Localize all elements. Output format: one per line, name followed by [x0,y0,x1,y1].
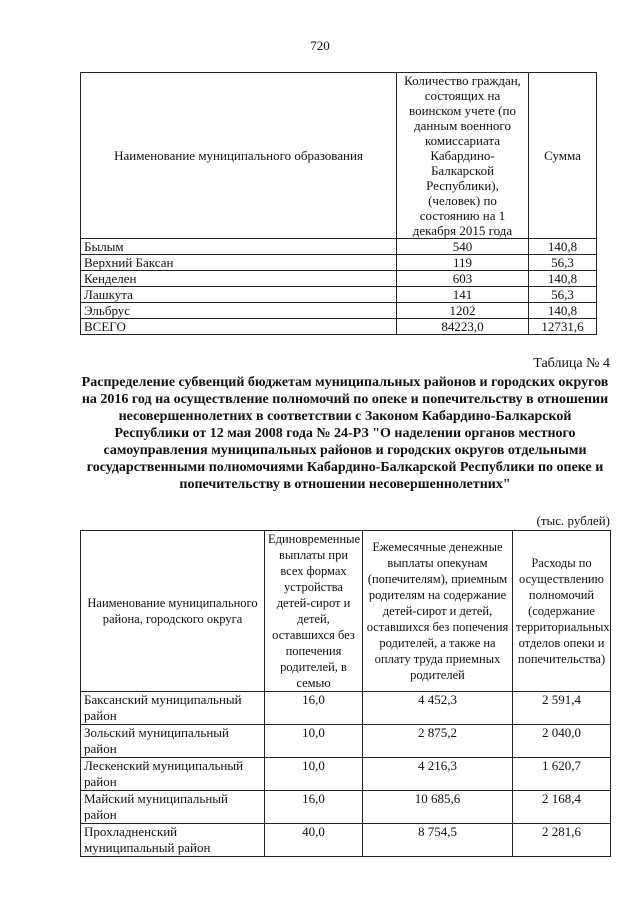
header-cell: Единовременные выплаты при всех формах устройства детей-сирот и детей, оставшихся без попечения родителей, в семью [265,531,363,692]
table-header-row [81,73,597,239]
header-cell: Наименование муниципального района, городского округа [81,531,265,692]
row-name-cell: Лескенский муниципальный район [81,758,265,791]
header-cell: Количество граждан, состоящих на воинском учете (по данным военного комиссариата Кабардино-Балкарской Республики), (человек) по состоянию на 1 декабря 2015 года [397,73,529,239]
value-cell: 140,8 [529,303,597,319]
value-cell: 10,0 [265,758,363,791]
value-cell: 56,3 [529,255,597,271]
row-name-cell: Эльбрус [81,303,397,319]
value-cell: 56,3 [529,287,597,303]
row-name-cell: Лашкута [81,287,397,303]
value-cell: 12731,6 [529,319,597,335]
row-name-cell: ВСЕГО [81,319,397,335]
value-cell: 603 [397,271,529,287]
row-name-cell: Прохладненский муниципальный район [81,824,265,857]
value-cell: 140,8 [529,271,597,287]
value-cell: 1 620,7 [513,758,611,791]
military-registration-table [80,72,597,335]
page-number: 720 [310,38,330,53]
value-cell: 4 452,3 [363,692,513,725]
value-cell: 84223,0 [397,319,529,335]
value-cell: 119 [397,255,529,271]
value-cell: 2 591,4 [513,692,611,725]
header-cell: Сумма [529,73,597,239]
table-row [81,758,611,791]
value-cell: 2 168,4 [513,791,611,824]
row-name-cell: Зольский муниципальный район [81,725,265,758]
value-cell: 2 040,0 [513,725,611,758]
subvention-table [80,530,611,857]
table-row [81,239,597,255]
value-cell: 2 281,6 [513,824,611,857]
value-cell: 10 685,6 [363,791,513,824]
value-cell: 40,0 [265,824,363,857]
table-title: Распределение субвенций бюджетам муниципальных районов и городских округов на 2016 год на осуществление полномочий по опеке и попечительству в отношении несовершеннолетних в соответствии с Законом Кабардино-Балкарской Республики от 12 мая 2008 года № 24-РЗ "О наделении органов местного самоуправления муниципальных районов и городских округов отдельными государственными полномочиями Кабардино-Балкарской Республики по опеке и попечительству в отношении несовершеннолетних" [81,375,609,492]
value-cell: 140,8 [529,239,597,255]
table-row [81,255,597,271]
units-label: (тыс. рублей) [536,513,610,528]
row-name-cell: Майский муниципальный район [81,791,265,824]
header-cell: Ежемесячные денежные выплаты опекунам (попечителям), приемным родителям на содержание детей-сирот и детей, оставшихся без попечения родителей, а также на оплату труда приемных родителей [363,531,513,692]
row-name-cell: Верхний Баксан [81,255,397,271]
value-cell: 1202 [397,303,529,319]
table-number: Таблица № 4 [533,356,610,371]
value-cell: 10,0 [265,725,363,758]
value-cell: 8 754,5 [363,824,513,857]
table-row [81,791,611,824]
value-cell: 540 [397,239,529,255]
value-cell: 2 875,2 [363,725,513,758]
table-row [81,692,611,725]
table-row [81,287,597,303]
table-row [81,271,597,287]
row-name-cell: Кенделен [81,271,397,287]
value-cell: 16,0 [265,791,363,824]
row-name-cell: Баксанский муниципальный район [81,692,265,725]
table-header-row [81,531,611,692]
table-row [81,725,611,758]
table-row [81,303,597,319]
table-row [81,824,611,857]
row-name-cell: Былым [81,239,397,255]
header-cell: Наименование муниципального образования [81,73,397,239]
table-row [81,319,597,335]
value-cell: 16,0 [265,692,363,725]
header-cell: Расходы по осуществлению полномочий (содержание территориальных отделов опеки и попечительства) [513,531,611,692]
value-cell: 4 216,3 [363,758,513,791]
value-cell: 141 [397,287,529,303]
